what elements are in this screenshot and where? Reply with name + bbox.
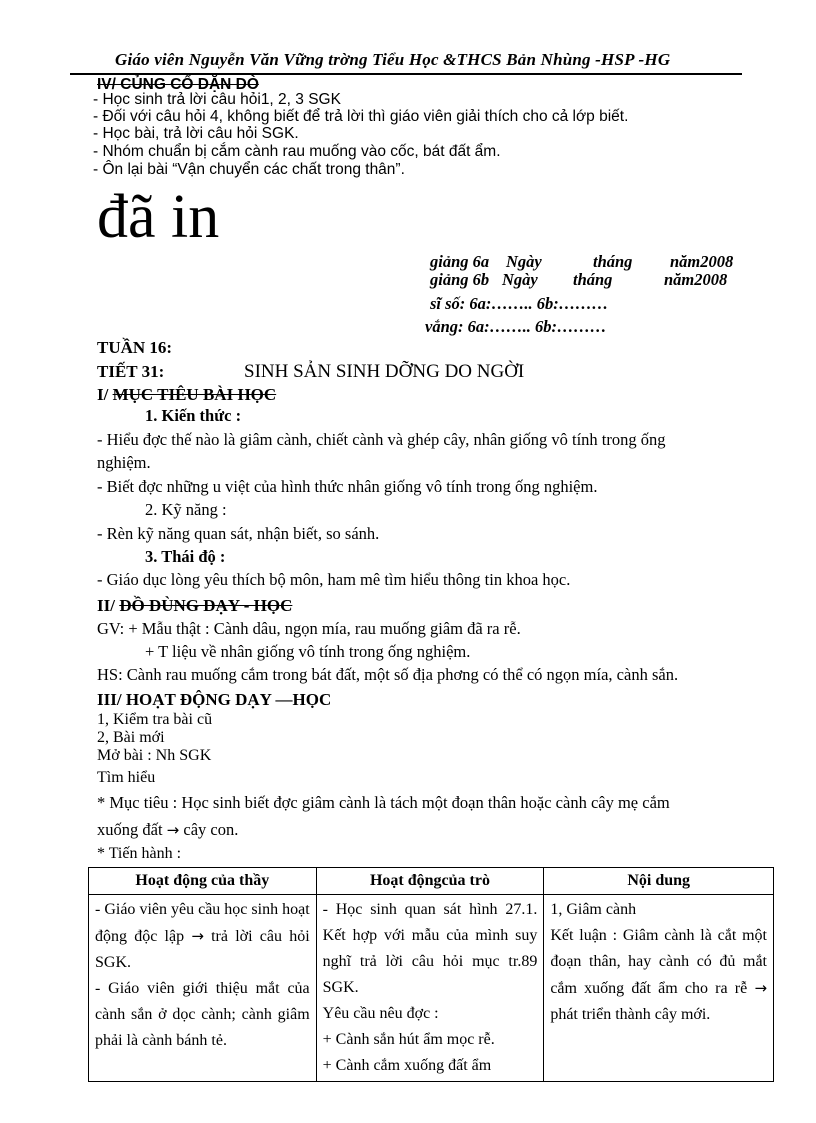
date-row-6a [0,252,816,272]
activity-table [88,867,774,1082]
knowledge-label: 1. Kiến thức : [145,406,242,425]
date-year-label: năm2008 [670,252,734,271]
date-class-6a: giảng 6a [430,252,490,271]
teacher-materials-2: + T liệu về nhân giống vô tính trong ống nghiệm. [145,642,471,661]
goal-text-b: xuống đất [97,820,163,839]
week-label: TUẦN 16: [97,338,173,357]
content-title: 1, Giâm cành [550,901,637,918]
knowledge-line-1a: - Hiểu đợc thế nào là giâm cành, chiết cành và ghép cây, nhân giống vô tính trong ống [97,430,666,449]
sec2-heading [97,596,292,616]
skills-line-1: - Rèn kỹ năng quan sát, nhận biết, so sánh. [97,524,380,543]
teacher-p1-tail: trả lời câu hỏi SGK. [95,928,310,971]
teacher-p1-text: - Giáo viên yêu cầu học sinh hoạt động độc lập [95,901,310,945]
date-row-6b [0,270,816,290]
student-para-1: - Học sinh quan sát hình 27.1. Kết hợp với mẫu của mình suy nghĩ trả lời câu hỏi mục tr.89 SGK. [322,901,538,996]
date-day-label: Ngày [506,252,542,271]
content-para-1 [550,923,767,1028]
goal-line-b [97,820,238,840]
procedure-label: * Tiến hành : [97,845,182,862]
col-header-content: Nội dung [544,868,774,895]
table-row [89,895,774,1082]
date-day-label: Ngày [502,270,538,289]
attitude-line-1: - Giáo dục lòng yêu thích bộ môn, ham mê tìm hiểu thông tin khoa học. [97,570,571,589]
sec2-title: ĐỒ DÙNG DẠY - HỌC [119,596,293,615]
sec2-prefix: II/ [97,596,120,615]
section4-line-5: - Ôn lại bài “Vận chuyển các chất trong thân”. [93,161,405,178]
sec3-heading: III/ HOẠT ĐỘNG DẠY —HỌC [97,690,332,709]
header-rule [70,73,742,75]
teacher-para-2: - Giáo viên giới thiệu mắt của cành sắn ở dọc cành; cành giâm phải là cành bánh tẻ. [95,980,310,1049]
section4-line-1: - Học sinh trả lời câu hỏi1, 2, 3 SGK [93,91,341,108]
teacher-materials-1: GV: + Mẫu thật : Cành dâu, ngọn mía, rau muống giâm đã ra rễ. [97,619,521,638]
teacher-para-1 [95,897,310,976]
absence-count: vắng: 6a:…….. 6b:……… [425,317,607,336]
arrow-right-icon: → [166,821,180,839]
lesson-title: SINH SẢN SINH DỠNG DO NGỜI [244,361,525,382]
sec1-heading [97,385,276,405]
sec1-prefix: I/ [97,385,113,404]
knowledge-line-1b: nghiệm. [97,453,151,472]
attendance-count: sĩ số: 6a:…….. 6b:……… [430,294,609,313]
teacher-cell [89,895,317,1082]
lesson-label: TIẾT 31: [97,362,165,381]
sec3-line-2: 2, Bài mới [97,729,165,746]
sec1-title: MỤC TIÊU BÀI HỌC [112,385,277,404]
table-header-row [89,868,774,895]
student-materials: HS: Cành rau muống cắm trong bát đất, một số địa phơng có thể có ngọn mía, cành sắn. [97,665,679,684]
goal-line-a: * Mục tiêu : Học sinh biết đợc giâm cành là tách một đoạn thân hoặc cành cây mẹ cắm [97,793,670,812]
sec3-line-1: 1, Kiểm tra bài cũ [97,711,213,728]
date-month-label: tháng [573,270,613,289]
student-para-4: + Cành cắm xuống đất ẩm [322,1057,492,1074]
col-header-student: Hoạt độngcủa trò [316,868,544,895]
content-p1-text: Kết luận : Giâm cành là cắt một đoạn thân, hay cành có đủ mắt cắm xuống đất ẩm cho ra rễ [550,927,767,997]
student-para-3: + Cành sắn hút ẩm mọc rễ. [322,1031,495,1048]
goal-text-c: cây con. [183,820,239,839]
section4-line-3: - Học bài, trả lời câu hỏi SGK. [93,125,299,142]
sec3-line-4: Tìm hiểu [97,769,156,786]
student-cell [316,895,544,1082]
content-cell [544,895,774,1082]
printed-stamp: đã in [97,183,220,251]
arrow-right-icon: → [754,979,768,997]
sec3-line-3: Mở bài : Nh SGK [97,747,212,764]
section4-line-4: - Nhóm chuẩn bị cắm cành rau muống vào cốc, bát đất ẩm. [93,143,501,160]
page-header: Giáo viên Nguyễn Văn Vững trờng Tiểu Học &THCS Bản Nhùng -HSP -HG [115,50,671,69]
date-month-label: tháng [593,252,633,271]
section4-line-2: - Đối với câu hỏi 4, không biết để trả lời thì giáo viên giải thích cho cả lớp biết. [93,108,629,125]
knowledge-line-2: - Biết đợc những u việt của hình thức nhân giống vô tính trong ống nghiệm. [97,477,598,496]
section4-heading: IV/ CỦNG CỐ DẶN DÒ [97,76,259,93]
attitude-label: 3. Thái độ : [145,547,226,566]
col-header-teacher: Hoạt động của thầy [89,868,317,895]
skills-label: 2. Kỹ năng : [145,500,227,519]
date-class-6b: giảng 6b [430,270,490,289]
student-para-2: Yêu cầu nêu đợc : [322,1005,439,1022]
content-p1-tail: phát triển thành cây mới. [550,1006,711,1023]
arrow-right-icon: → [191,927,204,945]
date-year-label: năm2008 [664,270,728,289]
